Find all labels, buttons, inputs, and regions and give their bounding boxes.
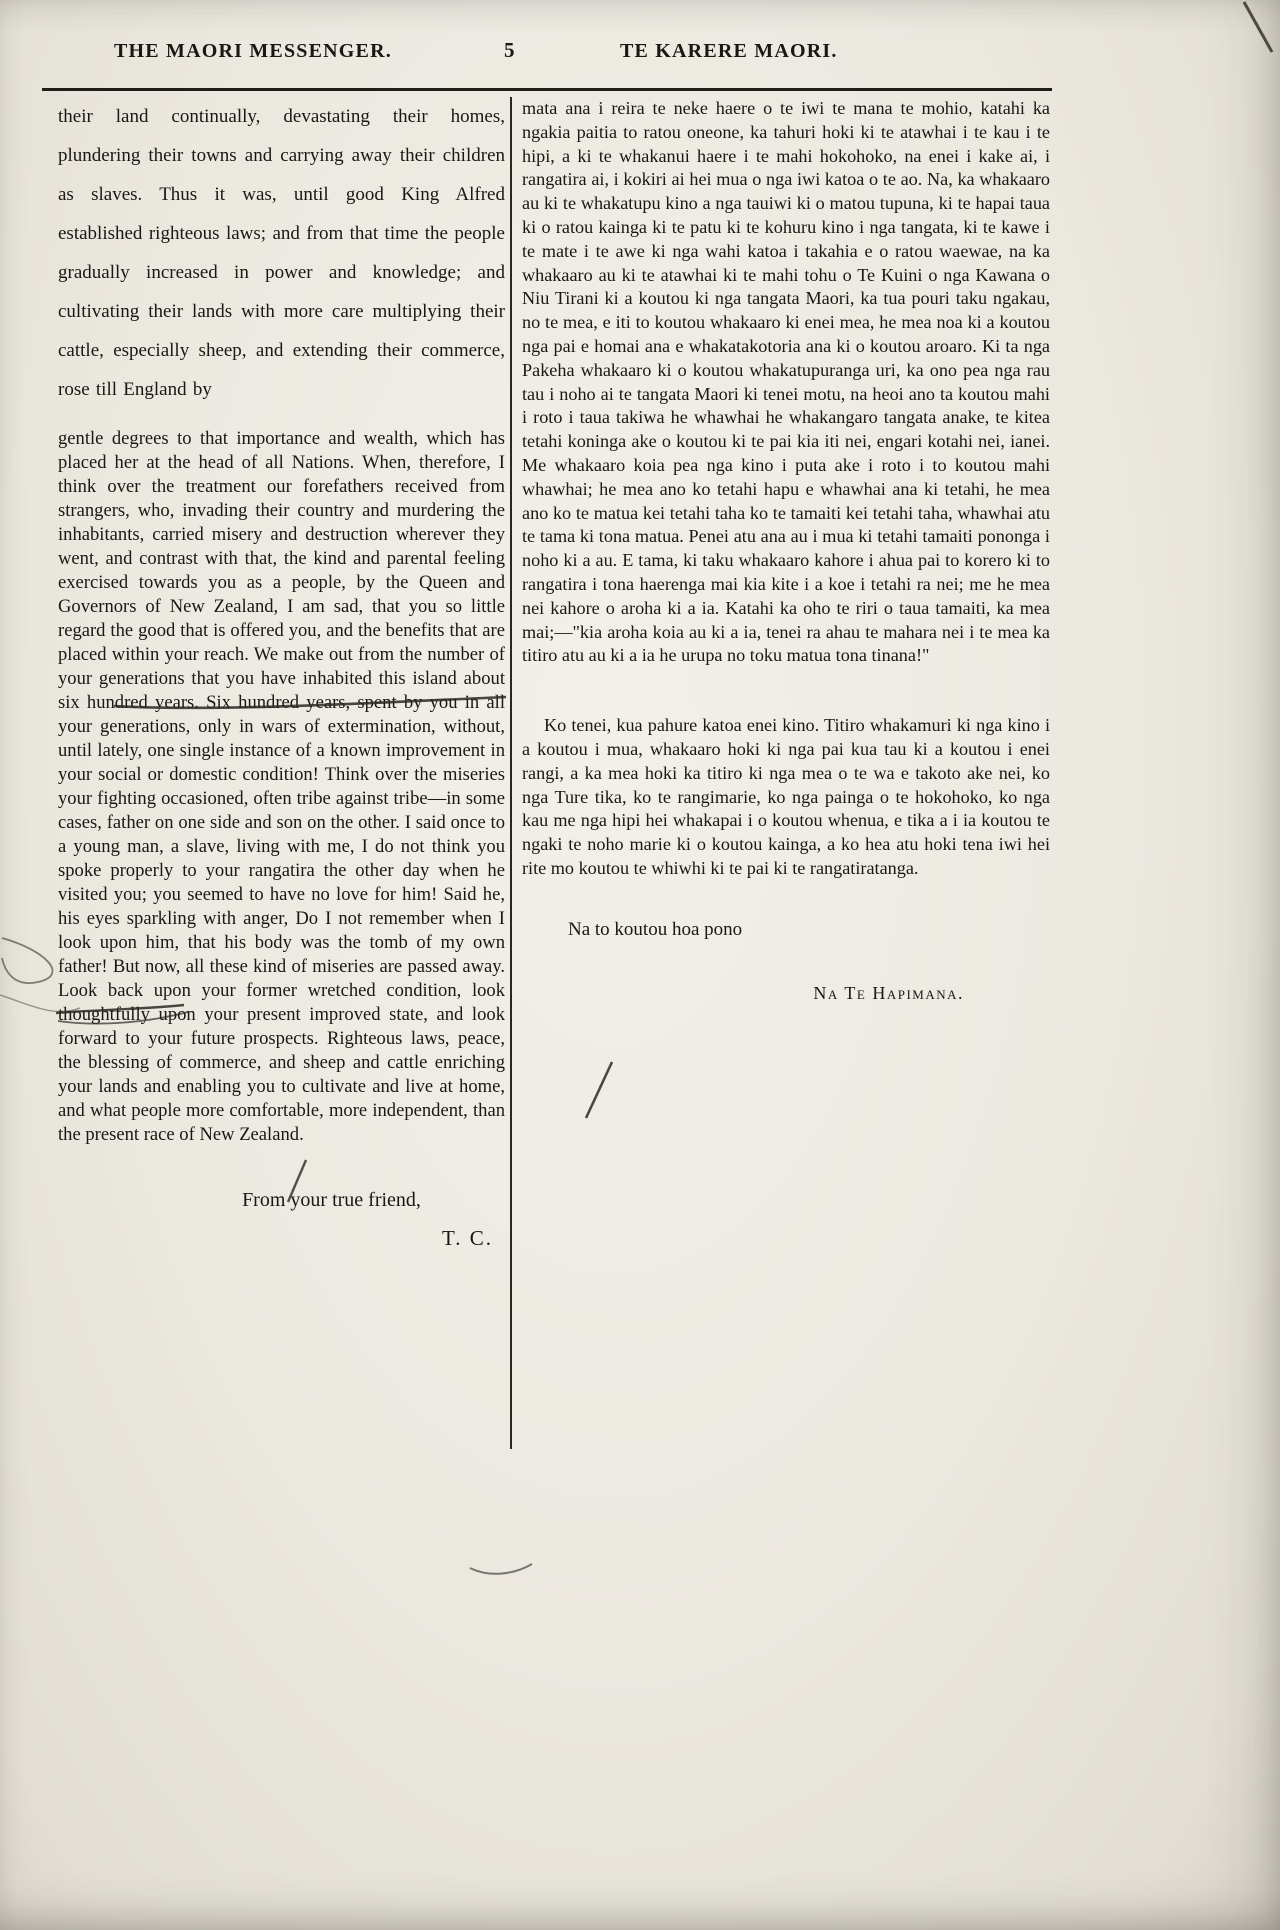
header-rule xyxy=(42,88,1052,91)
english-paragraph: gentle degrees to that importance and wealth, which has placed her at the head of all Nations. When, therefore, I think over the treatment our forefathers received from strangers, who, invading their country and murdering the inhabitants, carried misery and destruction wherever they went, and contrast with that, the kind and parental feeling exercised towards you as a people, by the Queen and Governors of New Zealand, I am sad, that you so little regard the good that is offered you, and the benefits that are placed within your reach. We make out from the number of your generations that you have inhabited this island about six hundred years. Six hundred years, spent by you in all your generations, only in wars of extermination, without, until lately, one single instance of a known improvement in your social or domestic condition! Think over the miseries your fighting occasioned, often tribe against tribe—in some cases, father on one side and son on the other. I said once to a young man, a slave, living with me, I do not think you spoke properly to your rangatira the other day when he visited you; you seemed to have no love for him! Said he, his eyes sparkling with anger, Do I not remember when I look upon him, that his body was the tomb of my own father! But now, all these kind of miseries are passed away. Look back upon your former wretched condition, look thoughtfully upon your present improved state, and look forward to your future prospects. Righteous laws, peace, the blessing of commerce, and sheep and cattle enriching your lands and enabling you to cultivate and live at home, and what people more comfortable, more independent, than the present race of New Zealand. xyxy=(58,428,505,1145)
english-closing-line: From your true friend, xyxy=(242,1189,421,1211)
masthead xyxy=(58,34,1053,86)
english-column xyxy=(58,97,510,1251)
maori-signature: Na Te Hapimana. xyxy=(813,982,964,1003)
maori-paragraph: mata ana i reira te neke haere o te iwi te mana te mohio, katahi ka ngakia paitia to ratou oneone, ka tahuri hoki ki te atawhai i te kau i te hipi, a ki te whakanui haere i te mahi hokohoko, na enei i kake ai, i rangatira ai, i kokiri ai hei mua o nga iwi katoa o te ao. Na, ka whakaaro au ki te whakatupu kino a nga tauiwi ki o matou tupuna, ki te hapai taua ki o ratou kainga ki te patu ki te kohuru kino i nga tangata, ki te kawe i te mate i te awe ki nga wahi katoa i takahia e o ratou waewae, na ka whakaaro au ki te atawhai ki te mahi tohu o Te Kuini o nga Kawana o Niu Tirani ki a koutou ki nga tangata Maori, ka tua pouri taku ngakau, no te mea, e iti to koutou whakaaro ki enei mea, he mea noa ki a koutou nga pai e homai ana e whakatakotoria ana ki o koutou aroaro. Ki ta nga Pakeha whakaaro ki o koutou whakatupuranga uri, ka ono pea nga rau tau i noho ai te tangata Maori ki tenei motu, na heoi ano ta koutou mahi i roto i taua takiwa he whawhai he whakangaro tangata anake, te kitea tetahi koninga ake o koutou ki te pai kia iti nei, engari kotahi nei, ianei. Me whakaaro koia pea nga kino i puta ake i roto i to koutou mahi whawhai; he mea ano ko tetahi hapu e whawhai ana ki tetahi, he mea ano ko te matua kei tetahi taha ko te tamaiti kei tetahi taha, whawhai atu te tama ki tona matua. Penei atu ana au i mua ki tetahi tamaiti pononga i noho ki a au. E tama, ki taku whakaaro kahore i ahua pai to korero ki to rangatira i tona haerenga mai kia kite i a koe i tetahi ra nei; me he mea nei kahore o aroha ki a ia. Katahi ka oho te riri o taua tamaiti, ka mea mai;—"kia aroha koia au ki a ia, tenei ra ahau te mahara nei i te mea ka titiro atu au ki a ia he urupa no toku matua tona tinana!" xyxy=(522,98,1050,666)
maori-paragraph: Ko tenei, kua pahure katoa enei kino. Titiro whakamuri ki nga kino i a koutou i mua, whakaaro hoki ki nga pai kua tau ki a koutou i enei rangi, a ka mea hoki ka titiro ki nga mea o te wa e takoto ake nei, ko nga Ture tika, ko te rangimarie, ko nga painga o te hokohoko, ko nga kau me nga hipi hei whakapai i o koutou whenua, e tika a i ia koutou te ngaki te noho marie ki o koutou kainga, a ko hea atu hoki tena iwi hei rite mo koutou te whiwhi ki te pai ki te rangatiratanga. xyxy=(522,715,1050,878)
page-number: 5 xyxy=(504,38,516,62)
left-column-title: THE MAORI MESSENGER. xyxy=(114,40,392,62)
two-column-body xyxy=(58,97,1056,1449)
right-column-title: TE KARERE MAORI. xyxy=(620,40,838,62)
english-paragraph: their land continually, devastating their homes, plundering their towns and carrying away their children as slaves. Thus it was, until good King Alfred established righteous laws; and from that time the people gradually increased in power and knowledge; and cultivating their lands with more care multiplying their cattle, especially sheep, and extending their commerce, rose till England by xyxy=(58,106,505,400)
maori-closing-line: Na to koutou hoa pono xyxy=(568,918,743,940)
english-signature: T. C. xyxy=(441,1226,493,1250)
maori-column xyxy=(512,97,1050,1004)
